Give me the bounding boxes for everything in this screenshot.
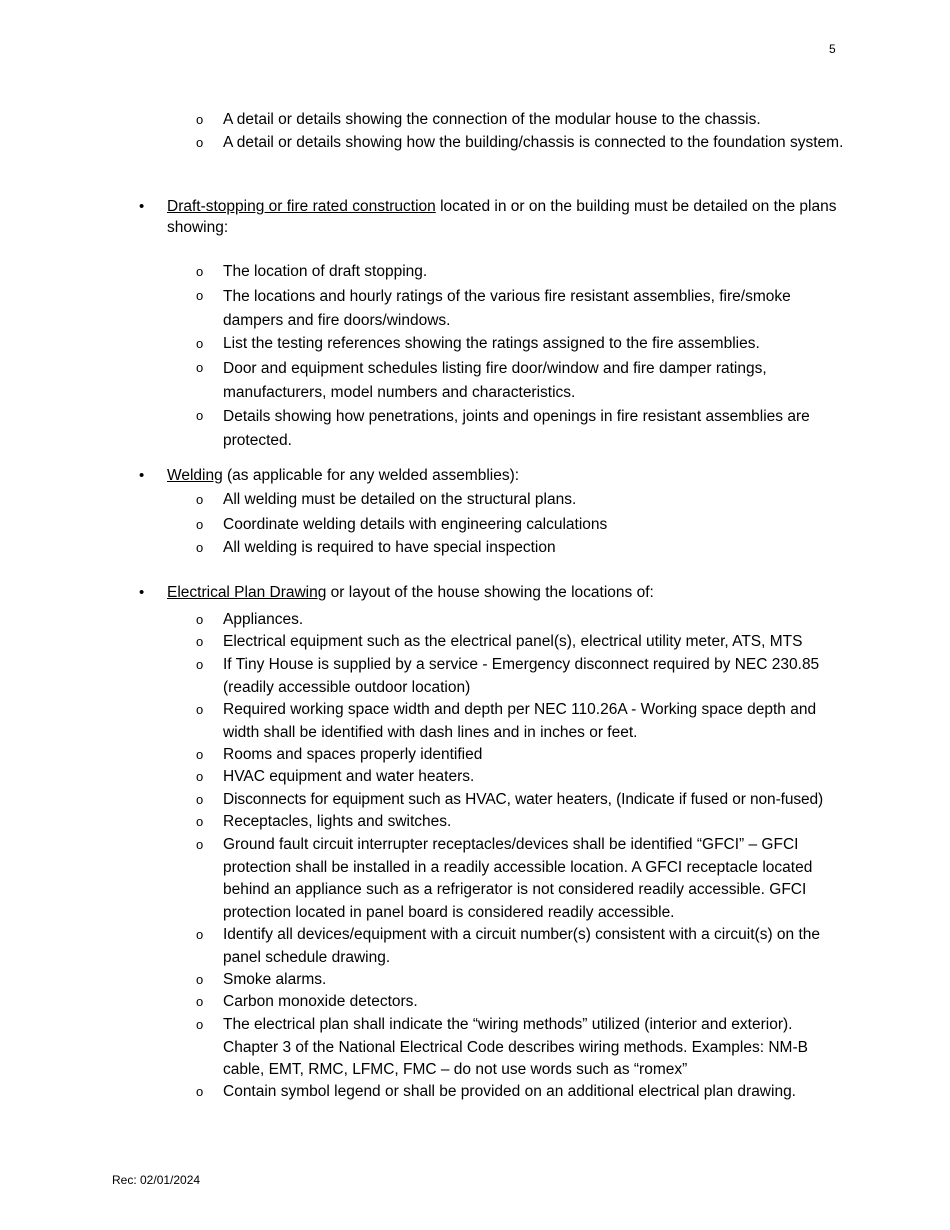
circle-bullet-icon: o (196, 336, 204, 351)
list-item: o Identify all devices/equipment with a circuit number(s) consistent with a circuit(s) on the panel schedule drawing. (196, 926, 820, 966)
circle-bullet-icon: o (196, 702, 204, 717)
list-item: o A detail or details showing the connection of the modular house to the chassis. (196, 109, 846, 132)
bullet-icon: • (139, 198, 145, 215)
list-item: o A detail or details showing how the building/chassis is connected to the foundation system. (196, 132, 846, 155)
list-item: o Carbon monoxide detectors. (196, 991, 846, 1014)
bullet-icon: • (139, 467, 145, 484)
list-item: o The locations and hourly ratings of the various fire resistant assemblies, fire/smoke dampers and fire doors/windows. (196, 285, 846, 333)
bullet-icon: • (139, 584, 145, 601)
list-item: o Door and equipment schedules listing fire door/window and fire damper ratings, manufacturers, model numbers and characteristics. (196, 357, 846, 405)
section-heading: Welding (167, 467, 223, 484)
circle-bullet-icon: o (196, 657, 204, 672)
circle-bullet-icon: o (196, 112, 204, 127)
list-item: o The location of draft stopping. (196, 261, 846, 284)
section-welding: • Welding (as applicable for any welded assemblies): (139, 467, 520, 484)
list-item: o Disconnects for equipment such as HVAC, water heaters, (Indicate if fused or non-fused) (196, 789, 856, 812)
page-number: 5 (829, 42, 836, 56)
circle-bullet-icon: o (196, 634, 204, 649)
circle-bullet-icon: o (196, 492, 204, 507)
circle-bullet-icon: o (196, 408, 204, 423)
list-item: o Contain symbol legend or shall be provided on an additional electrical plan drawing. (196, 1081, 846, 1104)
list-item: o Smoke alarms. (196, 969, 846, 992)
list-item: o All welding must be detailed on the structural plans. (196, 489, 846, 512)
circle-bullet-icon: o (196, 264, 204, 279)
section-heading: Draft-stopping or fire rated construction (167, 198, 436, 215)
circle-bullet-icon: o (196, 360, 204, 375)
list-item: o Coordinate welding details with engineering calculations (196, 514, 846, 537)
list-item: o HVAC equipment and water heaters. (196, 766, 846, 789)
circle-bullet-icon: o (196, 747, 204, 762)
list-item: o Required working space width and depth per NEC 110.26A - Working space depth and width shall be identified with dash lines and in inches or feet. (196, 701, 817, 741)
circle-bullet-icon: o (196, 612, 204, 627)
section-heading: Electrical Plan Drawing (167, 584, 327, 601)
section-draft-stopping: • Draft-stopping or fire rated construction located in or on the building must be detailed on the plans showing: (139, 198, 837, 236)
circle-bullet-icon: o (196, 972, 204, 987)
list-item: o All welding is required to have special inspection (196, 537, 846, 560)
list-item: o List the testing references showing the ratings assigned to the fire assemblies. (196, 333, 846, 356)
circle-bullet-icon: o (196, 135, 204, 150)
circle-bullet-icon: o (196, 792, 204, 807)
list-item: o Ground fault circuit interrupter receptacles/devices shall be identified “GFCI” – GFCI protection shall be installed in a readily accessible location. A GFCI receptacle located behind an appliance such as a refrigerator is not considered readily accessible. GFCI protection located in panel board is considered readily accessible. (196, 836, 813, 921)
list-item: o Appliances. (196, 609, 846, 632)
list-item: o If Tiny House is supplied by a service - Emergency disconnect required by NEC 230.85 (readily accessible outdoor location) (196, 656, 820, 696)
circle-bullet-icon: o (196, 540, 204, 555)
circle-bullet-icon: o (196, 1084, 204, 1099)
circle-bullet-icon: o (196, 927, 204, 942)
circle-bullet-icon: o (196, 837, 204, 852)
circle-bullet-icon: o (196, 994, 204, 1009)
list-item: o Receptacles, lights and switches. (196, 811, 846, 834)
list-item: o Details showing how penetrations, joints and openings in fire resistant assemblies are protected. (196, 405, 846, 453)
section-electrical: • Electrical Plan Drawing or layout of the house showing the locations of: (139, 584, 654, 601)
list-item: o Electrical equipment such as the electrical panel(s), electrical utility meter, ATS, MTS (196, 631, 846, 654)
circle-bullet-icon: o (196, 1017, 204, 1032)
list-item: o The electrical plan shall indicate the “wiring methods” utilized (interior and exterior). Chapter 3 of the National Electrical Code describes wiring methods. Examples: NM-B cable, EMT, RMC, LFMC, FMC – do not use words such as “romex” (196, 1016, 808, 1078)
circle-bullet-icon: o (196, 769, 204, 784)
circle-bullet-icon: o (196, 517, 204, 532)
circle-bullet-icon: o (196, 814, 204, 829)
list-item: o Rooms and spaces properly identified (196, 744, 846, 767)
circle-bullet-icon: o (196, 288, 204, 303)
footer-revision-date: Rec: 02/01/2024 (112, 1173, 201, 1187)
